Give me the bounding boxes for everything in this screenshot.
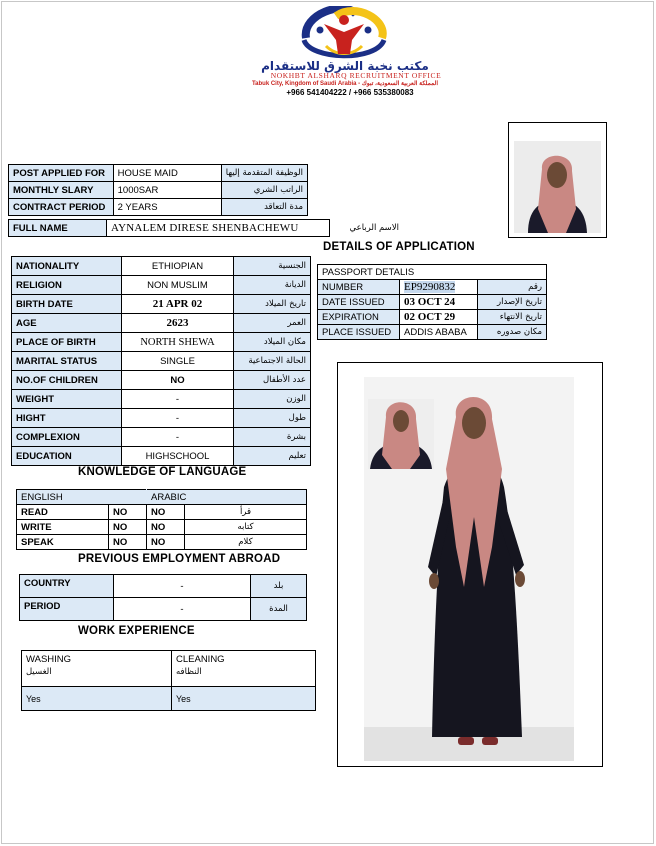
portrait-photo-frame [508, 122, 607, 238]
full-name-table [8, 219, 404, 237]
detail-row [12, 428, 311, 447]
detail-label-ar: تعليم [234, 447, 311, 466]
detail-label: WEIGHT [12, 390, 122, 409]
detail-row [12, 314, 311, 333]
language-table [16, 489, 307, 550]
work-label: WASHING [26, 654, 72, 665]
passport-row [318, 325, 547, 340]
office-location: Tabuk City, Kingdom of Saudi Arabia - المملكة العربية السعودية، تبوك [251, 81, 439, 87]
detail-row [12, 352, 311, 371]
passport-row [318, 280, 547, 295]
portrait-photo-icon [514, 141, 601, 233]
language-label: READ [17, 505, 109, 520]
detail-value: SINGLE [122, 352, 234, 371]
detail-row [12, 390, 311, 409]
employment-label-ar: بلد [251, 575, 307, 598]
language-row [17, 520, 307, 535]
language-label: WRITE [17, 520, 109, 535]
employment-value: - [114, 598, 251, 621]
detail-label-ar: الديانة [234, 276, 311, 295]
english-header: ENGLISH [17, 490, 147, 505]
work-table [21, 650, 316, 711]
passport-value: 02 OCT 29 [400, 310, 478, 325]
detail-value: NO [122, 371, 234, 390]
language-arabic: NO [147, 505, 185, 520]
employment-label: COUNTRY [20, 575, 114, 598]
passport-title: PASSPORT DETALIS [318, 265, 547, 280]
full-body-photo-icon [364, 377, 574, 761]
passport-label: PLACE ISSUED [318, 325, 400, 340]
employment-value: - [114, 575, 251, 598]
detail-label-ar: الحالة الاجتماعية [234, 352, 311, 371]
language-english: NO [109, 520, 147, 535]
work-title: WORK EXPERIENCE [78, 625, 195, 637]
detail-label: RELIGION [12, 276, 122, 295]
passport-value: ADDIS ABABA [400, 325, 478, 340]
passport-number: EP9290832 [404, 281, 456, 293]
passport-label-ar: تاريخ الإصدار [478, 295, 547, 310]
full-name-label: FULL NAME [9, 220, 107, 237]
detail-label: MARITAL STATUS [12, 352, 122, 371]
detail-value: NORTH SHEWA [122, 333, 234, 352]
full-body-photo-frame [337, 362, 603, 767]
detail-row [12, 257, 311, 276]
office-name-english: NOKHBT ALSHARQ RECRUITMENT OFFICE [270, 71, 442, 80]
detail-value: HIGHSCHOOL [122, 447, 234, 466]
office-phones: +966 541404222 / +966 535380083 [286, 88, 414, 97]
work-item [172, 651, 316, 687]
contract-label: CONTRACT PERIOD [9, 199, 114, 216]
work-item [22, 651, 172, 687]
employment-label-ar: المدة [251, 598, 307, 621]
post-label: POST APPLIED FOR [9, 165, 114, 182]
passport-label: DATE ISSUED [318, 295, 400, 310]
passport-value: 03 OCT 24 [400, 295, 478, 310]
office-name-arabic: مكتب نخبة الشرق للاستقدام [261, 59, 429, 73]
language-label-ar: كتابه [185, 520, 307, 535]
language-label-ar: كلام [185, 535, 307, 550]
detail-label: NO.OF CHILDREN [12, 371, 122, 390]
employment-table [19, 574, 307, 621]
work-value: Yes [172, 687, 316, 711]
detail-label: EDUCATION [12, 447, 122, 466]
contract-row [9, 199, 308, 216]
arabic-header: ARABIC [147, 490, 307, 505]
work-label-ar: النظافه [176, 667, 202, 677]
detail-label-ar: طول [234, 409, 311, 428]
language-row [17, 505, 307, 520]
detail-label: COMPLEXION [12, 428, 122, 447]
passport-label: NUMBER [318, 280, 400, 295]
detail-label-ar: عدد الأطفال [234, 371, 311, 390]
language-arabic: NO [147, 520, 185, 535]
language-arabic: NO [147, 535, 185, 550]
details-title: DETAILS OF APPLICATION [323, 241, 475, 253]
details-table [11, 256, 311, 466]
passport-table [317, 264, 547, 340]
detail-row [12, 447, 311, 466]
detail-row [12, 333, 311, 352]
detail-label-ar: مكان الميلاد [234, 333, 311, 352]
detail-label: BIRTH DATE [12, 295, 122, 314]
language-label-ar: قرأ [185, 505, 307, 520]
post-table [8, 164, 308, 216]
full-name-label-ar: الاسم الرباعي [330, 220, 404, 237]
passport-label: EXPIRATION [318, 310, 400, 325]
employment-row [20, 598, 307, 621]
employment-row [20, 575, 307, 598]
employment-label: PERIOD [20, 598, 114, 621]
detail-label: AGE [12, 314, 122, 333]
salary-label-ar: الراتب الشري [221, 182, 307, 199]
detail-row [12, 409, 311, 428]
language-title: KNOWLEDGE OF LANGUAGE [78, 466, 247, 478]
post-value: HOUSE MAID [113, 165, 221, 182]
language-english: NO [109, 505, 147, 520]
detail-value: NON MUSLIM [122, 276, 234, 295]
language-label: SPEAK [17, 535, 109, 550]
passport-row [318, 295, 547, 310]
detail-label: HIGHT [12, 409, 122, 428]
salary-value: 1000SAR [113, 182, 221, 199]
detail-label-ar: الجنسية [234, 257, 311, 276]
passport-row [318, 310, 547, 325]
post-row [9, 165, 308, 182]
detail-value: - [122, 428, 234, 447]
passport-label-ar: رقم [478, 280, 547, 295]
work-label: CLEANING [176, 654, 225, 665]
detail-label-ar: بشرة [234, 428, 311, 447]
detail-label-ar: تاريخ الميلاد [234, 295, 311, 314]
detail-row [12, 371, 311, 390]
detail-value: - [122, 409, 234, 428]
detail-row [12, 295, 311, 314]
detail-value: ETHIOPIAN [122, 257, 234, 276]
detail-value: - [122, 390, 234, 409]
detail-label-ar: العمر [234, 314, 311, 333]
employment-title: PREVIOUS EMPLOYMENT ABROAD [78, 553, 281, 565]
detail-label: NATIONALITY [12, 257, 122, 276]
post-label-ar: الوظيفة المتقدمة إليها [221, 165, 307, 182]
work-value: Yes [22, 687, 172, 711]
detail-label: PLACE OF BIRTH [12, 333, 122, 352]
detail-label-ar: الوزن [234, 390, 311, 409]
contract-value: 2 YEARS [113, 199, 221, 216]
language-english: NO [109, 535, 147, 550]
full-name-value: AYNALEM DIRESE SHENBACHEWU [107, 220, 330, 237]
contract-label-ar: مدة التعاقد [221, 199, 307, 216]
language-row [17, 535, 307, 550]
passport-label-ar: مكان صدوره [478, 325, 547, 340]
detail-row [12, 276, 311, 295]
salary-row [9, 182, 308, 199]
passport-label-ar: تاريخ الانتهاء [478, 310, 547, 325]
detail-value: 2623 [122, 314, 234, 333]
people-logo-icon [296, 6, 392, 66]
salary-label: MONTHLY SLARY [9, 182, 114, 199]
work-label-ar: الغسيل [26, 667, 52, 677]
detail-value: 21 APR 02 [122, 295, 234, 314]
